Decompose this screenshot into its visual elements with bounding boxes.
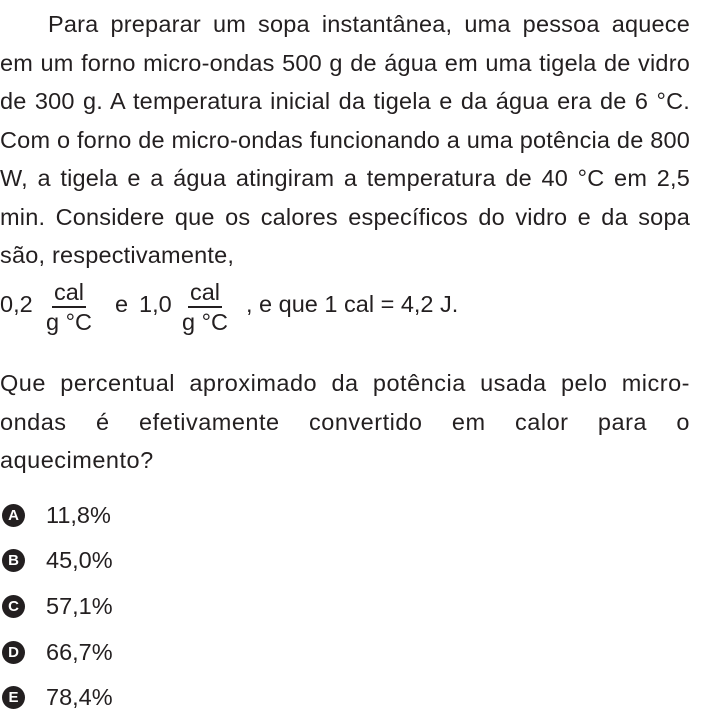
unit-numerator: cal [188,279,222,308]
specific-heats-line [0,279,690,339]
option-value: 11,8% [46,501,111,528]
unit-numerator: cal [52,279,86,308]
option-e[interactable] [2,681,113,713]
option-b[interactable] [2,544,113,576]
option-c[interactable] [2,590,113,622]
option-letter-badge: A [2,504,25,527]
specific-heat-soup-value: 1,0 [139,291,172,317]
option-value: 45,0% [46,546,113,573]
question-prompt: Que percentual aproximado da potência usada pelo micro-ondas é efetivamente convertido em calor para o aquecimento? [0,370,690,473]
option-letter-badge: E [2,686,25,709]
option-letter-badge: D [2,641,25,664]
option-a[interactable] [2,499,111,531]
unit-fraction-soup [180,279,230,335]
option-d[interactable] [2,636,113,668]
conversion-statement: , e que 1 cal = 4,2 J. [246,291,459,317]
option-letter-badge: C [2,595,25,618]
option-letter-badge: B [2,549,25,572]
option-value: 57,1% [46,592,113,619]
option-value: 66,7% [46,638,113,665]
unit-denominator: g °C [46,309,92,335]
option-value: 78,4% [46,683,113,710]
unit-denominator: g °C [182,309,228,335]
specific-heat-glass-value: 0,2 [0,291,33,317]
connector-word: e [115,291,129,317]
unit-fraction-glass [44,279,94,335]
question-statement: Para preparar um sopa instantânea, uma pessoa aquece em um forno micro-ondas 500 g de água em uma tigela de vidro de 300 g. A temperatura inicial da tigela e da água era de 6 °C. Com o forno de micro-ondas funcionando a uma potência de 800 W, a tigela e a água atingiram a temperatura de 40 °C em 2,5 min. Considere que os calores específicos do vidro e da sopa são, respectivamente, [0,11,691,268]
